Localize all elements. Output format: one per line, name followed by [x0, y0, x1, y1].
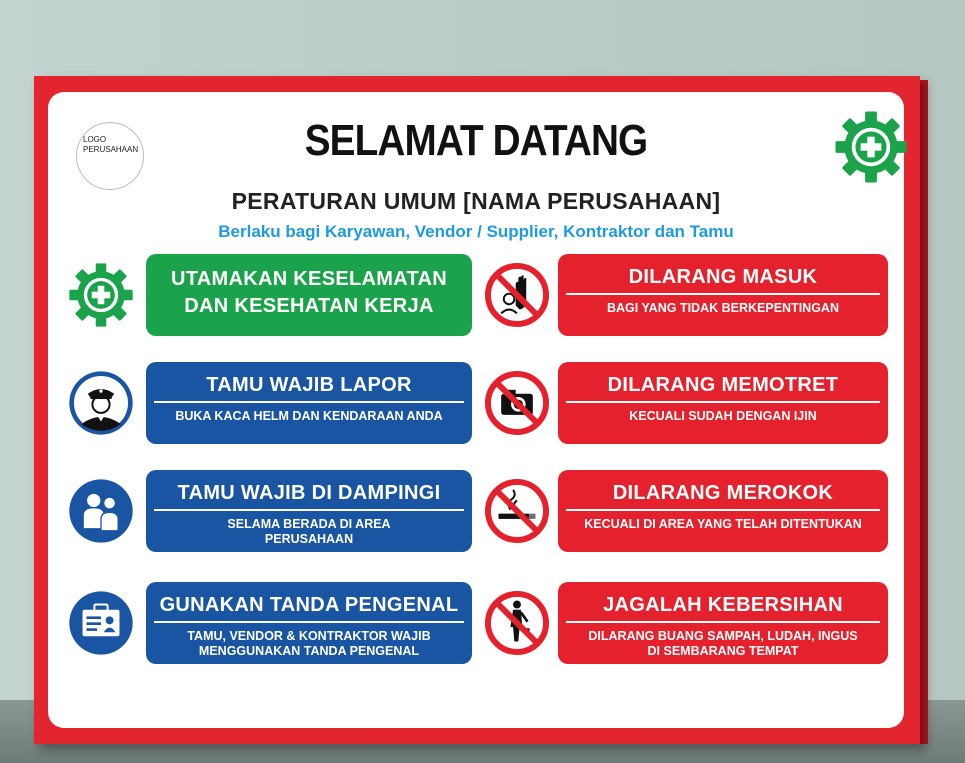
no-camera-icon — [484, 370, 550, 436]
rule-subtitle-line2: DI SEMBARANG TEMPAT — [647, 644, 799, 658]
rule-subtitle-line2: PERUSAHAAN — [264, 532, 354, 546]
rule-panel-no-photo — [558, 362, 888, 444]
rule-panel-safety — [146, 254, 472, 336]
rule-title-line1: UTAMAKAN KESELAMATAN — [171, 268, 447, 290]
rule-panel-no-smoking — [558, 470, 888, 552]
rule-subtitle: BUKA KACA HELM DAN KENDARAAN ANDA — [175, 409, 443, 423]
k3-gear-cross-icon — [834, 110, 908, 184]
divider — [566, 621, 880, 623]
divider — [566, 509, 880, 511]
sign-subtitle: PERATURAN UMUM [NAMA PERUSAHAAN] — [231, 188, 721, 214]
k3-gear-cross-icon — [68, 262, 134, 328]
divider — [566, 401, 880, 403]
rule-panel-cleanliness — [558, 582, 888, 664]
rule-panel-no-entry — [558, 254, 888, 336]
rule-title: DILARANG MEMOTRET — [607, 374, 839, 396]
sign-board — [34, 76, 920, 744]
rule-title: GUNAKAN TANDA PENGENAL — [159, 594, 459, 616]
sign-board-edge — [920, 80, 928, 744]
no-entry-hand-icon — [484, 262, 550, 328]
rule-subtitle: KECUALI SUDAH DENGAN IJIN — [629, 409, 817, 423]
divider — [566, 293, 880, 295]
two-persons-icon — [68, 478, 134, 544]
rule-panel-report — [146, 362, 472, 444]
sign-panel — [48, 92, 904, 728]
rule-subtitle-line1: TAMU, VENDOR & KONTRAKTOR WAJIB — [187, 629, 431, 643]
id-card-icon — [68, 590, 134, 656]
divider — [154, 401, 464, 403]
rule-title: JAGALAH KEBERSIHAN — [603, 594, 843, 616]
applies-to-text: Berlaku bagi Karyawan, Vendor / Supplier, Kontraktor dan Tamu — [218, 222, 734, 241]
security-guard-icon — [68, 370, 134, 436]
rule-subtitle: KECUALI DI AREA YANG TELAH DITENTUKAN — [584, 517, 862, 531]
logo-text: LOGO PERUSAHAAN — [83, 135, 139, 154]
divider — [154, 621, 464, 623]
rule-title: TAMU WAJIB LAPOR — [206, 374, 412, 396]
rule-title: TAMU WAJIB DI DAMPINGI — [177, 482, 441, 504]
rule-subtitle-line1: SELAMA BERADA DI AREA — [227, 517, 391, 531]
rule-panel-id-badge — [146, 582, 472, 664]
rule-title-line2: DAN KESEHATAN KERJA — [184, 295, 434, 317]
no-littering-icon — [484, 590, 550, 656]
sign-title: SELAMAT DATANG — [304, 116, 648, 165]
no-smoking-icon — [484, 478, 550, 544]
rule-title: DILARANG MEROKOK — [612, 482, 834, 504]
rule-panel-escort — [146, 470, 472, 552]
rule-subtitle-line2: MENGGUNAKAN TANDA PENGENAL — [198, 644, 420, 658]
divider — [154, 509, 464, 511]
rule-title: DILARANG MASUK — [628, 266, 818, 288]
rule-subtitle-line1: DILARANG BUANG SAMPAH, LUDAH, INGUS — [588, 629, 858, 643]
rule-subtitle: BAGI YANG TIDAK BERKEPENTINGAN — [607, 301, 839, 315]
